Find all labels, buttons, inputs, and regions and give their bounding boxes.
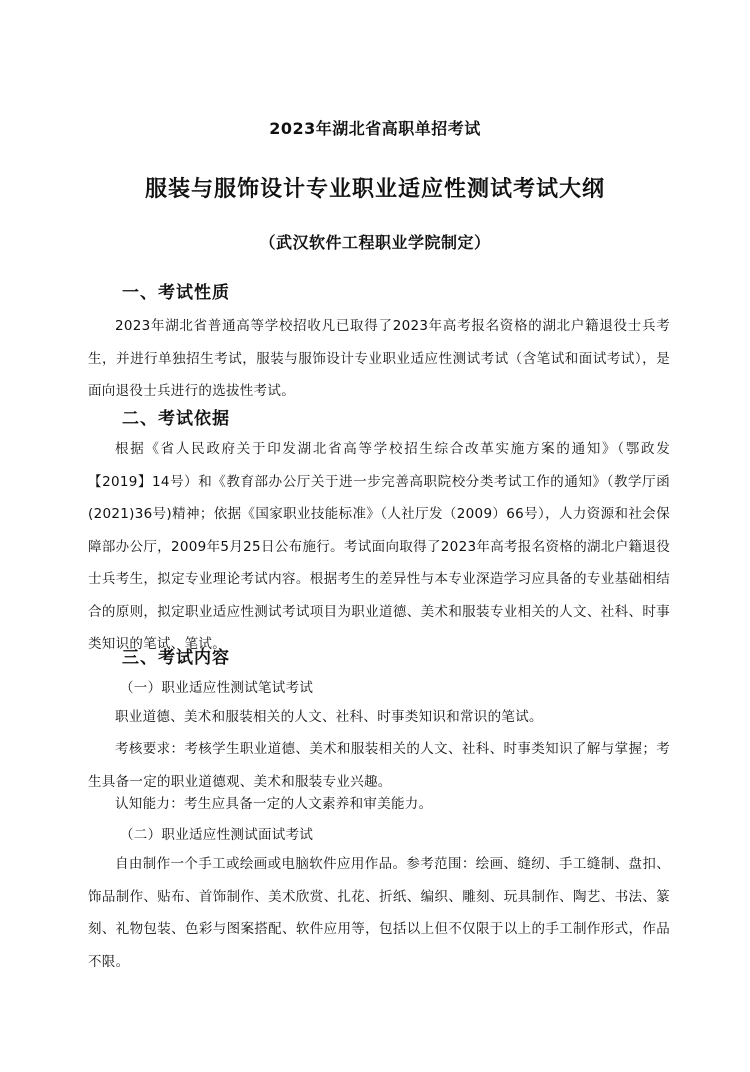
section3-heading: 三、考试内容 <box>122 648 230 668</box>
exam-title: 2023年湖北省高职单招考试 <box>269 119 481 138</box>
section1-paragraph: 2023年湖北省普通高等学校招收凡已取得了2023年高考报名资格的湖北户籍退役士兵考生，并进行单独招生考试，服装与服饰设计专业职业适应性测试考试（含笔试和面试考试），是面向退役士兵进行的选拔性考试。 <box>88 318 670 399</box>
interview-exam-subheading: （二）职业适应性测试面试考试 <box>120 827 314 843</box>
section2-heading: 二、考试依据 <box>122 409 230 429</box>
written-exam-content: 职业道德、美术和服装相关的人文、社科、时事类知识和常识的笔试。 <box>115 709 543 725</box>
section1-heading: 一、考试性质 <box>122 283 230 303</box>
section2-paragraph: 根据《省人民政府关于印发湖北省高等学校招生综合改革实施方案的通知》（鄂政发【2019】14号）和《教育部办公厅关于进一步完善高职院校分类考试工作的通知》（教学厅函(2021)36号)精神；依据《国家职业技能标准》（人社厅发（2009）66号），人力资源和社会保障部办公厅，2009年5月25日公布施行。考试面向取得了2023年高考报名资格的湖北户籍退役士兵考生，拟定专业理论考试内容。根据考生的差异性与本专业深造学习应具备的专业基础相结合的原则，拟定职业适应性测试考试项目为职业道德、美术和服装专业相关的人文、社科、时事类知识的笔试、笔试。 <box>88 441 670 652</box>
issuer-subtitle: （武汉软件工程职业学院制定） <box>259 233 491 252</box>
written-exam-subheading: （一）职业适应性测试笔试考试 <box>120 680 314 696</box>
cognitive-ability: 认知能力：考生应具备一定的人文素养和审美能力。 <box>115 796 433 812</box>
assessment-requirements: 考核要求：考核学生职业道德、美术和服装相关的人文、社科、时事类知识了解与掌握；考生具备一定的职业道德观、美术和服装专业兴趣。 <box>88 741 670 790</box>
syllabus-title: 服装与服饰设计专业职业适应性测试考试大纲 <box>144 176 605 202</box>
interview-exam-content: 自由制作一个手工或绘画或电脑软件应用作品。参考范围：绘画、缝纫、手工缝制、盘扣、饰品制作、贴布、首饰制作、美术欣赏、扎花、折纸、编织、雕刻、玩具制作、陶艺、书法、篆刻、礼物包装、色彩与图案搭配、软件应用等，包括以上但不仅限于以上的手工制作形式，作品不限。 <box>88 856 670 970</box>
